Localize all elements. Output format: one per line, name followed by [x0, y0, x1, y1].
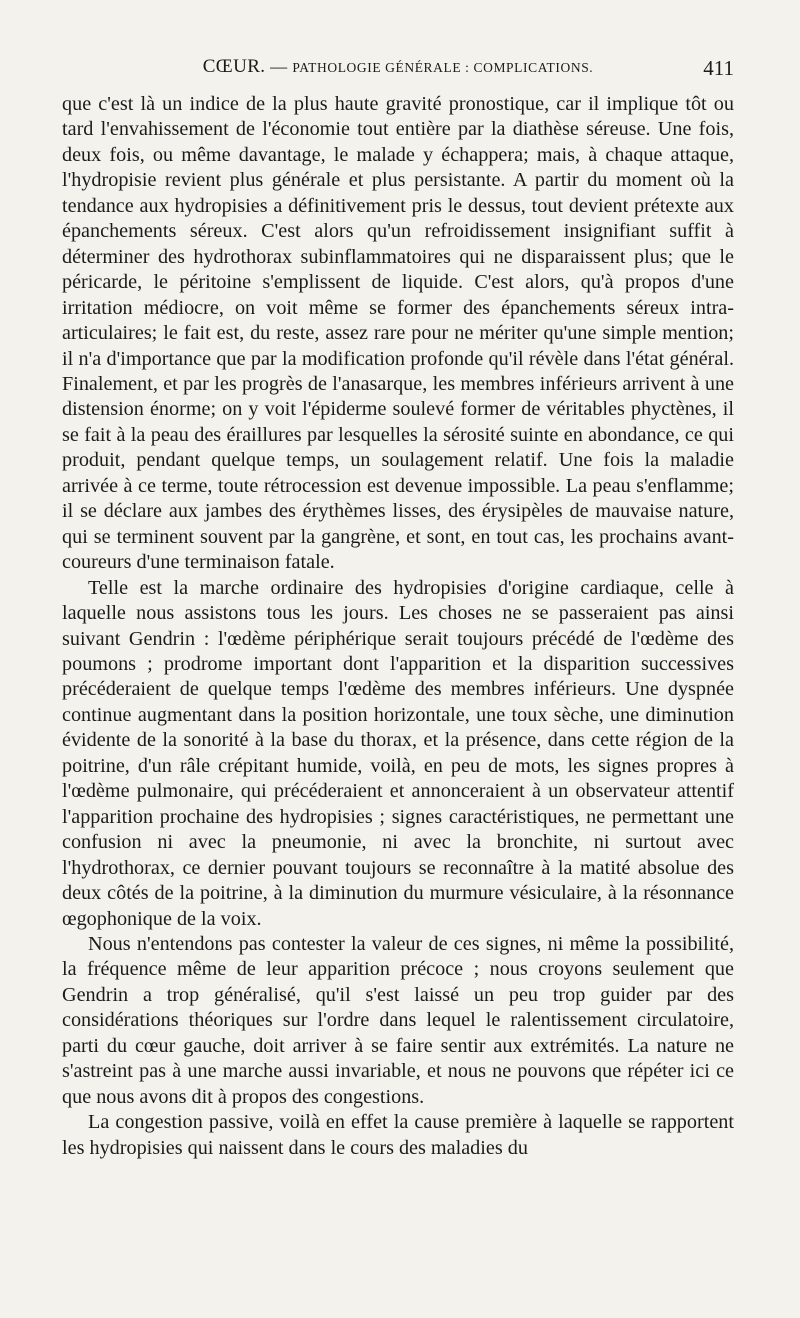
- running-title-main: CŒUR.: [202, 56, 266, 77]
- paragraph-continued: que c'est là un indice de la plus haute gravité pronostique, car il implique tôt ou tard l'envahissement de l'économie tout entière par la diathèse séreuse. Une fois, deux fois, ou même davantage, le malade y échappera; mais, à chaque attaque, l'hydropisie revient plus générale et plus persistante. A partir du moment où la tendance aux hydropisies a définitivement pris le dessus, tout devient prétexte aux épanchements séreux. C'est alors qu'un refroidissement insignifiant suffit à déterminer des hydrothorax subinflammatoires qui ne disparaissent plus; que le péricarde, le péritoine s'emplissent de liquide. C'est alors, qu'à propos d'une irritation médiocre, on voit même se former des épanchements séreux intra-articulaires; le fait est, du reste, assez rare pour ne mériter qu'une simple mention; il n'a d'importance que par la modification profonde qu'il révèle dans l'état général. Finalement, et par les progrès de l'anasarque, les membres inférieurs arrivent à une distension énorme; on y voit l'épiderme soulevé former de véritables phyctènes, il se fait à la peau des éraillures par lesquelles la sérosité suinte en abondance, ce qui produit, pendant quelque temps, un soulagement relatif. Une fois la maladie arrivée à ce terme, toute rétrocession est devenue impossible. La peau s'enflamme; il se déclare aux jambes des érythèmes lisses, des érysipèles de mauvaise nature, qui se terminent souvent par la gangrène, et sont, en tout cas, les prochains avant-coureurs d'une terminaison fatale.: [62, 93, 734, 574]
- paragraph: Nous n'entendons pas contester la valeur de ces signes, ni même la possibilité, la fréquence même de leur apparition précoce ; nous croyons seulement que Gendrin a trop généralisé, qu'il s'est laissé un peu trop guider par des considérations théoriques sur l'ordre dans lequel le ralentissement circulatoire, parti du cœur gauche, doit arriver à se faire sentir aux extrémités. La nature ne s'astreint pas à une marche aussi invariable, et nous ne pouvons que répéter ici ce que nous avons dit à propos des congestions.: [62, 932, 734, 1108]
- page-number: 411: [703, 56, 734, 80]
- page-body: [62, 92, 734, 1161]
- running-title-sub: PATHOLOGIE GÉNÉRALE : COMPLICATIONS.: [292, 60, 594, 75]
- running-title-dash: —: [265, 57, 293, 76]
- running-header: [62, 56, 734, 92]
- paragraph: La congestion passive, voilà en effet la cause première à laquelle se rapportent les hydropisies qui naissent dans le cours des maladies du: [62, 1111, 734, 1159]
- running-title: [203, 56, 594, 78]
- paragraph: Telle est la marche ordinaire des hydropisies d'origine cardiaque, celle à laquelle nous assistons tous les jours. Les choses ne se passeraient pas ainsi suivant Gendrin : l'œdème périphérique serait toujours précédé de l'œdème des poumons ; prodrome important dont l'apparition et la disparition successives précéderaient de quelque temps l'œdème des membres inférieurs. Une dyspnée continue augmentant dans la position horizontale, une toux sèche, une diminution évidente de la sonorité à la base du thorax, et la présence, dans cette région de la poitrine, d'un râle crépitant humide, voilà, en peu de mots, les signes propres à l'œdème pulmonaire, qui précéderaient et annonceraient à un observateur attentif l'apparition prochaine des hydropisies ; signes caractéristiques, ne permettant une confusion ni avec la pneumonie, ni avec la bronchite, ni surtout avec l'hydrothorax, ce dernier pouvant toujours se reconnaître à la matité absolue des deux côtés de la poitrine, à la diminution du murmure vésiculaire, à la résonnance œgophonique de la voix.: [62, 576, 734, 930]
